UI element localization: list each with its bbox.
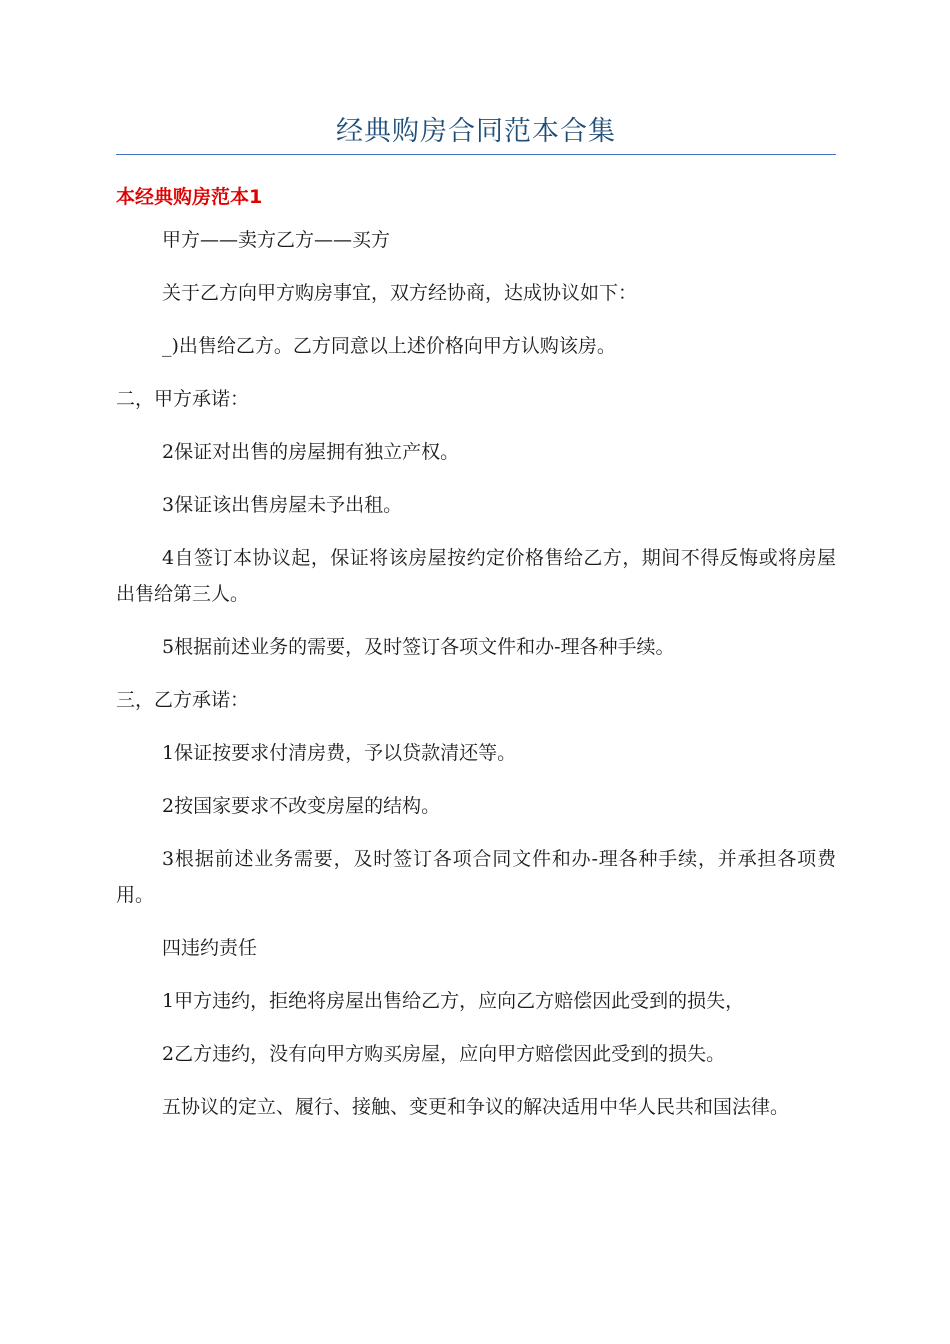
paragraph: 关于乙方向甲方购房事宜，双方经协商，达成协议如下： (162, 282, 638, 304)
paragraph: 2按国家要求不改变房屋的结构。 (162, 795, 441, 817)
paragraph: 5根据前述业务的需要，及时签订各项文件和办-理各种手续。 (162, 636, 675, 658)
clause-heading: 四违约责任 (162, 937, 258, 959)
clause-heading: 二，甲方承诺： (116, 388, 250, 410)
paragraph: 3保证该出售房屋未予出租。 (162, 494, 403, 516)
section-heading: 本经典购房范本1 (116, 186, 263, 208)
document-title: 经典购房合同范本合集 (336, 116, 616, 147)
paragraph: 1甲方违约，拒绝将房屋出售给乙方，应向乙方赔偿因此受到的损失， (162, 990, 745, 1012)
paragraph: 3根据前述业务需要，及时签订各项合同文件和办-理各种手续，并承担各项费用。 (116, 848, 836, 906)
paragraph: _)出售给乙方。乙方同意以上述价格向甲方认购该房。 (162, 335, 616, 357)
paragraph: 4自签订本协议起，保证将该房屋按约定价格售给乙方，期间不得反悔或将房屋出售给第三人。 (116, 547, 836, 605)
document-body (116, 222, 836, 1142)
clause-heading: 三，乙方承诺： (116, 689, 250, 711)
paragraph: 2保证对出售的房屋拥有独立产权。 (162, 441, 460, 463)
paragraph: 2乙方违约，没有向甲方购买房屋，应向甲方赔偿因此受到的损失。 (162, 1043, 726, 1065)
paragraph: 1保证按要求付清房费，予以贷款清还等。 (162, 742, 517, 764)
title-divider (116, 154, 836, 155)
paragraph: 五协议的定立、履行、接触、变更和争议的解决适用中华人民共和国法律。 (162, 1096, 790, 1118)
paragraph: 甲方——卖方乙方——买方 (162, 229, 391, 251)
